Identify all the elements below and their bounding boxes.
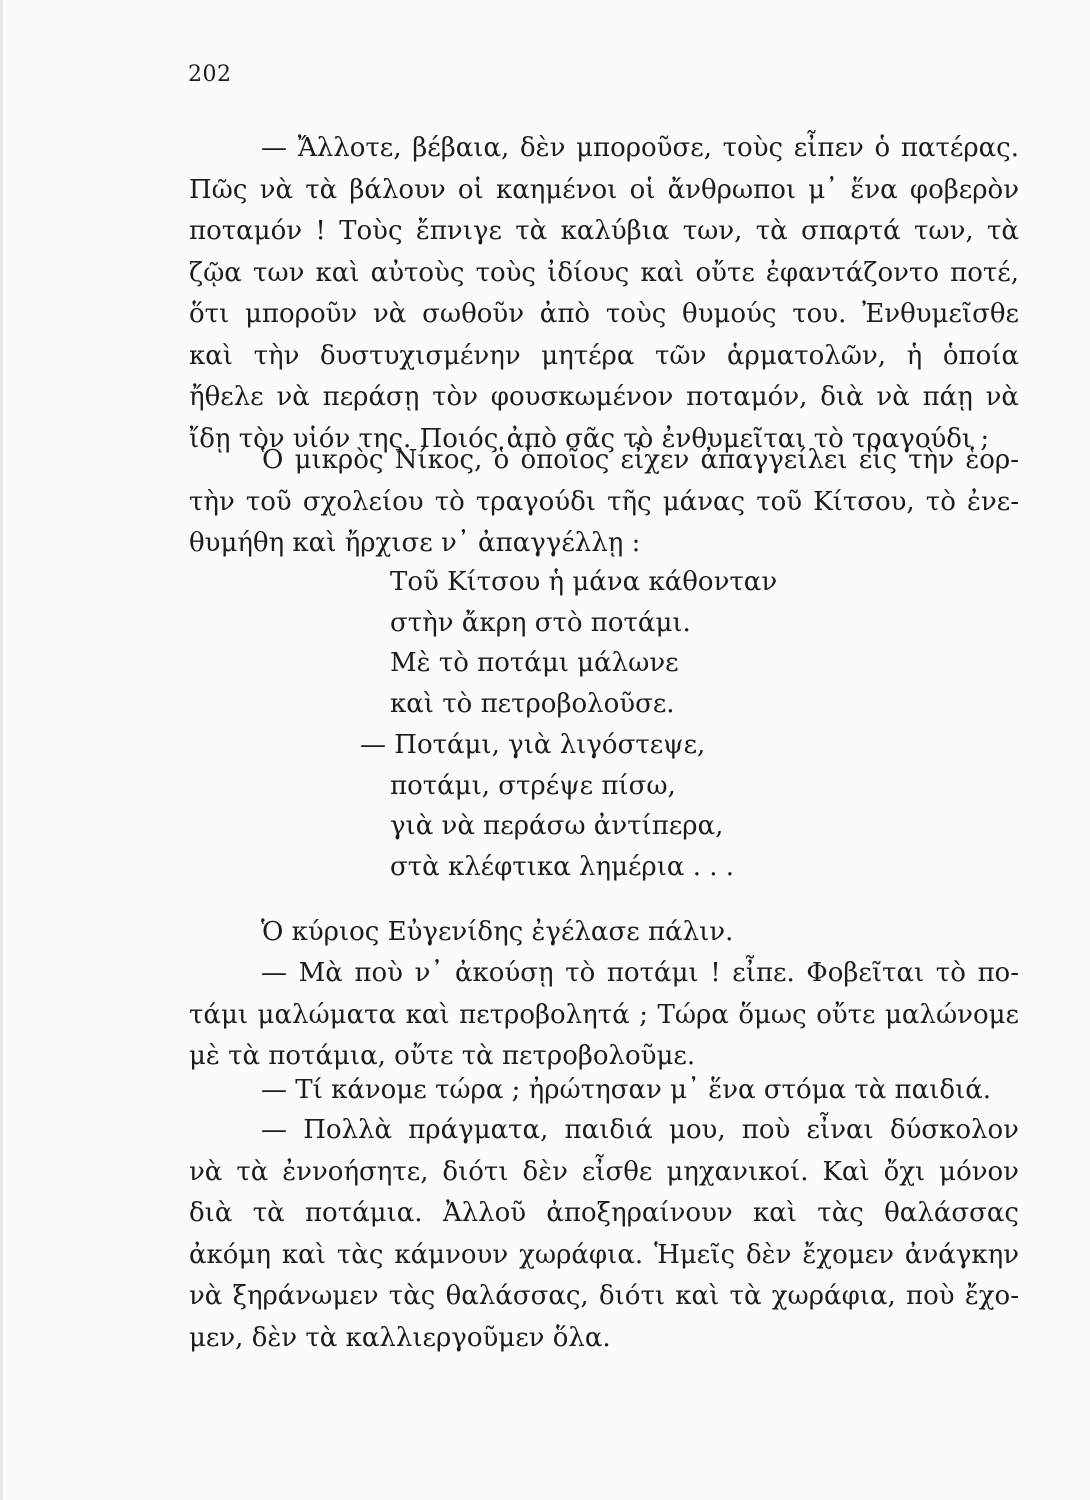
text-line: μὲ τὰ ποτάμια, οὔτε τὰ πετροβολοῦμε.: [189, 1041, 696, 1071]
text-line: ζῷα των καὶ αὐτοὺς τοὺς ἰδίους καὶ οὔτε ἐφαντάζοντο ποτέ,: [189, 257, 1019, 288]
poem-verse: Τοῦ Κίτσου ἡ μάνα κάθονταν: [390, 567, 778, 597]
text-line: τάμι μαλώματα καὶ πετροβολητά ; Τώρα ὅμως οὔτε μαλώνομε: [189, 999, 1019, 1030]
text-line: Ὁ μικρὸς Νίκος, ὁ ὁποῖος εἶχεν ἀπαγγείλει εἰς τὴν ἑορ-: [261, 445, 1019, 475]
paragraph-nikos: [189, 440, 1019, 565]
text-line: — Πολλὰ πράγματα, παιδιά μου, ποὺ εἶναι δύσκολον: [261, 1115, 1019, 1145]
paragraph-father-reply: [189, 128, 1019, 460]
paragraph-children-ask: [189, 1070, 1019, 1112]
text-line: καὶ τὴν δυστυχισμένην μητέρα τῶν ἁρματολῶν, ἡ ὁποία: [189, 340, 1019, 371]
poem-verse: γιὰ νὰ περάσω ἀντίπερα,: [390, 811, 724, 842]
text-line: Πῶς νὰ τὰ βάλουν οἱ καημένοι οἱ ἄνθρωποι μ᾽ ἕνα φοβερὸν: [189, 174, 1019, 205]
text-line: — Τί κάνομε τώρα ; ἠρώτησαν μ᾽ ἕνα στόμα τὰ παιδιά.: [261, 1075, 992, 1105]
text-line: — Ἄλλοτε, βέβαια, δὲν μποροῦσε, τοὺς εἶπεν ὁ πατέρας.: [261, 133, 1019, 163]
text-line: ποταμόν ! Τοὺς ἔπνιγε τὰ καλύβια των, τὰ σπαρτά των, τὰ: [189, 216, 1019, 246]
poem-verse: — Ποτάμι, γιὰ λιγόστεψε,: [360, 729, 706, 760]
poem-verse: ποτάμι, στρέψε πίσω,: [390, 770, 676, 801]
text-line: θυμήθη καὶ ἤρχισε ν᾽ ἀπαγγέλλῃ :: [189, 528, 641, 558]
page-number: 202: [188, 62, 232, 87]
poem-verse: στὴν ἄκρη στὸ ποτάμι.: [390, 607, 691, 638]
text-line: νὰ ξηράνωμεν τὰς θαλάσσας, διότι καὶ τὰ χωράφια, ποὺ ἔχο-: [189, 1281, 1019, 1311]
text-line: ἀκόμη καὶ τὰς κάμνουν χωράφια. Ἡμεῖς δὲν ἔχομεν ἀνάγκην: [189, 1239, 1019, 1270]
paragraph-eugenidis-laughed: [189, 912, 1019, 954]
poem-verse: καὶ τὸ πετροβολοῦσε.: [390, 689, 675, 720]
text-line: Ὁ κύριος Εὐγενίδης ἐγέλασε πάλιν.: [261, 917, 734, 947]
text-line: ἤθελε νὰ περάσῃ τὸν φουσκωμένον ποταμόν, διὰ νὰ πάῃ νὰ: [189, 382, 1019, 412]
text-line: ἴδῃ τὸν υἱόν της. Ποιός ἀπὸ σᾶς τὸ ἐνθυμεῖται τὸ τραγούδι ;: [189, 423, 990, 454]
text-line: ὅτι μποροῦν νὰ σωθοῦν ἀπὸ τοὺς θυμούς του. Ἐνθυμεῖσθε: [189, 299, 1019, 329]
poem-kitsos-mother: [360, 562, 778, 888]
poem-verse: στὰ κλέφτικα λημέρια . . .: [390, 851, 735, 882]
poem-verse: Μὲ τὸ ποτάμι μάλωνε: [390, 648, 679, 679]
text-line: διὰ τὰ ποτάμια. Ἀλλοῦ ἀποξηραίνουν καὶ τὰς θαλάσσας: [189, 1198, 1019, 1228]
paragraph-engineers: [189, 1110, 1019, 1359]
text-line: νὰ τὰ ἐννοήσητε, διότι δὲν εἶσθε μηχανικοί. Καὶ ὄχι μόνον: [189, 1156, 1019, 1187]
text-line: — Μὰ ποὺ ν᾽ ἀκούσῃ τὸ ποτάμι ! εἶπε. Φοβεῖται τὸ πο-: [261, 958, 1019, 988]
paragraph-river-listen: [189, 953, 1019, 1078]
text-line: τὴν τοῦ σχολείου τὸ τραγούδι τῆς μάνας τοῦ Κίτσου, τὸ ἐνε-: [189, 486, 1019, 517]
text-line: μεν, δὲν τὰ καλλιεργοῦμεν ὅλα.: [189, 1322, 611, 1353]
